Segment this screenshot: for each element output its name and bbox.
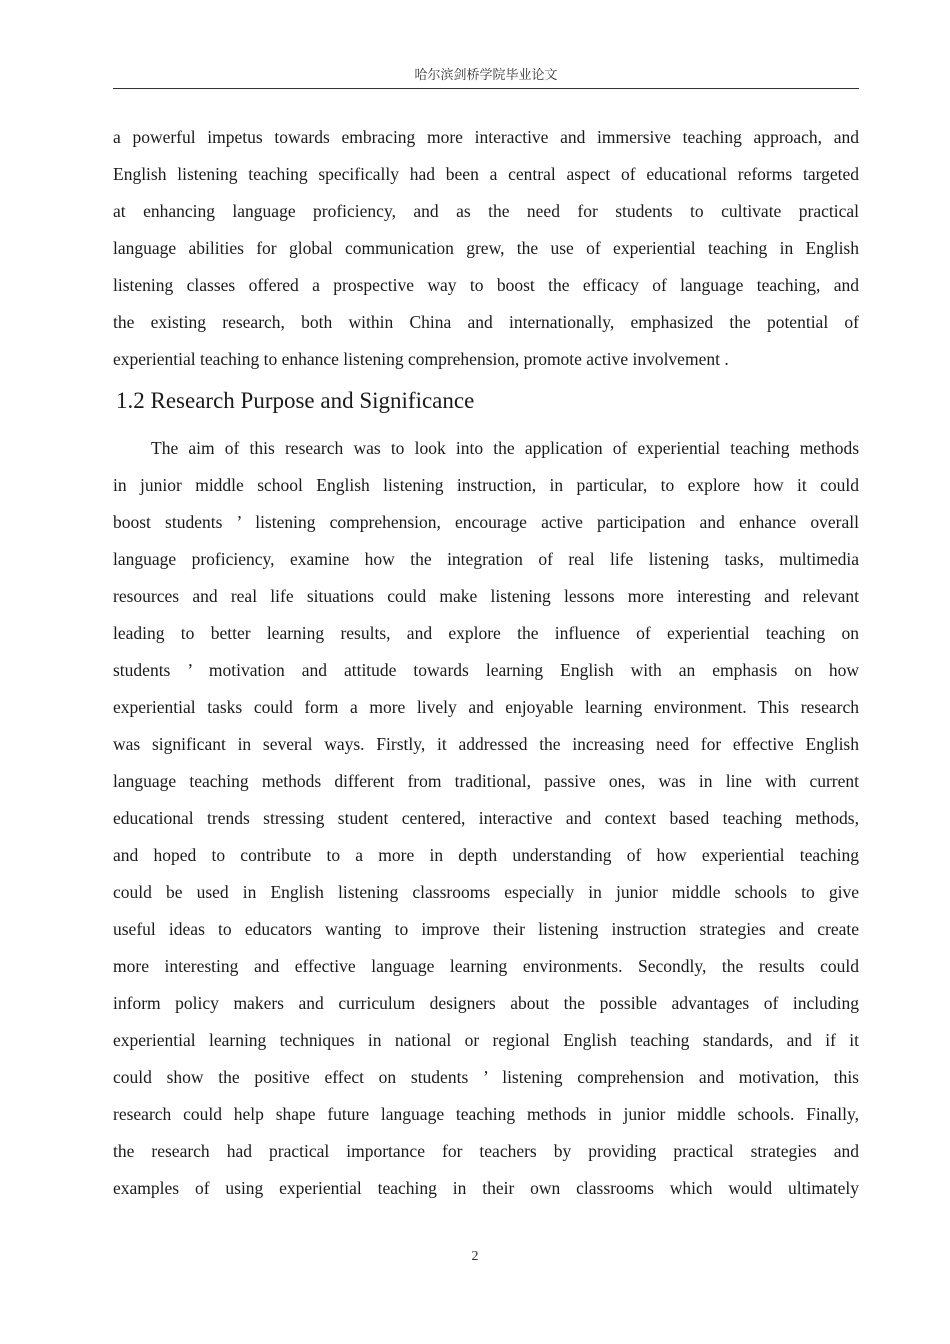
paragraph-line: inform policy makers and curriculum designers about the possible advantages of including bbox=[113, 993, 859, 1013]
section-heading: 1.2 Research Purpose and Significance bbox=[116, 388, 475, 413]
paragraph-line: the existing research, both within China and internationally, emphasized the potential of bbox=[113, 312, 859, 332]
paragraph-research-purpose bbox=[113, 430, 859, 1207]
paragraph-line: in junior middle school English listening instruction, in particular, to explore how it could bbox=[113, 475, 859, 495]
paragraph-line-text: The aim of this research was to look into the application of experiential teaching methods bbox=[151, 438, 859, 458]
paragraph-line: students ’ motivation and attitude towards learning English with an emphasis on how bbox=[113, 660, 859, 680]
paragraph-line: language abilities for global communication grew, the use of experiential teaching in English bbox=[113, 238, 859, 258]
page-number: 2 bbox=[471, 1249, 479, 1264]
paragraph-line bbox=[113, 430, 859, 467]
paragraph-continued bbox=[113, 119, 859, 378]
paragraph-line: the research had practical importance for teachers by providing practical strategies and bbox=[113, 1141, 859, 1161]
paragraph-line: language proficiency, examine how the integration of real life listening tasks, multimedia bbox=[113, 549, 859, 569]
paragraph-line: experiential tasks could form a more lively and enjoyable learning environment. This research bbox=[113, 697, 859, 717]
running-header: 哈尔滨剑桥学院毕业论文 bbox=[414, 68, 558, 83]
paragraph-line: leading to better learning results, and explore the influence of experiential teaching on bbox=[113, 623, 859, 643]
paragraph-line: more interesting and effective language learning environments. Secondly, the results could bbox=[113, 956, 859, 976]
paragraph-line: at enhancing language proficiency, and as the need for students to cultivate practical bbox=[113, 201, 859, 221]
paragraph-line: boost students ’ listening comprehension, encourage active participation and enhance overall bbox=[113, 512, 859, 532]
paragraph-line: resources and real life situations could make listening lessons more interesting and relevant bbox=[113, 586, 859, 606]
paragraph-line: was significant in several ways. Firstly, it addressed the increasing need for effective English bbox=[113, 734, 859, 754]
paragraph-line: English listening teaching specifically had been a central aspect of educational reforms targeted bbox=[113, 164, 859, 184]
paragraph-line: experiential teaching to enhance listening comprehension, promote active involvement . bbox=[113, 349, 729, 369]
paragraph-line: experiential learning techniques in national or regional English teaching standards, and if it bbox=[113, 1030, 859, 1050]
paragraph-line: useful ideas to educators wanting to improve their listening instruction strategies and create bbox=[113, 919, 859, 939]
paragraph-line: research could help shape future language teaching methods in junior middle schools. Finally, bbox=[113, 1104, 859, 1124]
paragraph-line: language teaching methods different from traditional, passive ones, was in line with current bbox=[113, 771, 859, 791]
paragraph-line: examples of using experiential teaching in their own classrooms which would ultimately bbox=[113, 1178, 859, 1198]
paragraph-line: listening classes offered a prospective way to boost the efficacy of language teaching, and bbox=[113, 275, 859, 295]
paragraph-line: could be used in English listening classrooms especially in junior middle schools to give bbox=[113, 882, 859, 902]
header-rule bbox=[113, 88, 859, 89]
paragraph-line: educational trends stressing student centered, interactive and context based teaching methods, bbox=[113, 808, 859, 828]
paragraph-line: and hoped to contribute to a more in depth understanding of how experiential teaching bbox=[113, 845, 859, 865]
paragraph-line: could show the positive effect on students ’ listening comprehension and motivation, this bbox=[113, 1067, 859, 1087]
paragraph-line: a powerful impetus towards embracing more interactive and immersive teaching approach, and bbox=[113, 127, 859, 147]
